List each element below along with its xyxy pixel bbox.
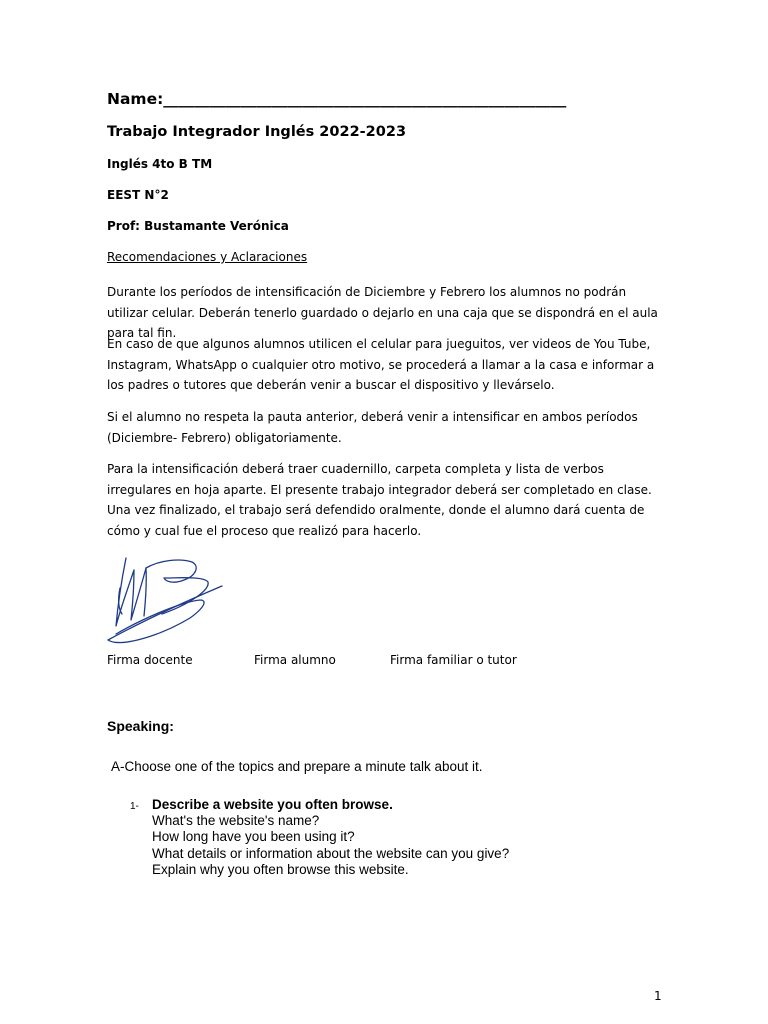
topic-question: What's the website's name? bbox=[152, 813, 320, 829]
topic-question: What details or information about the website can you give? bbox=[152, 845, 510, 861]
recommendations-heading: Recomendaciones y Aclaraciones bbox=[107, 250, 308, 264]
teacher-signature bbox=[100, 548, 230, 650]
speaking-heading: Speaking: bbox=[107, 718, 174, 734]
document-title: Trabajo Integrador Inglés 2022-2023 bbox=[107, 124, 407, 140]
topic-question: How long have you been using it? bbox=[152, 829, 355, 845]
signature-label-student: Firma alumno bbox=[254, 653, 336, 667]
topic-title: Describe a website you often browse. bbox=[152, 797, 393, 812]
signature-label-family: Firma familiar o tutor bbox=[390, 653, 517, 667]
school-label: EEST N°2 bbox=[107, 188, 169, 202]
course-label: Inglés 4to B TM bbox=[107, 157, 213, 171]
speaking-instruction: A-Choose one of the topics and prepare a minute talk about it. bbox=[111, 759, 483, 774]
signature-label-teacher: Firma docente bbox=[107, 653, 193, 667]
topic-question: Explain why you often browse this website. bbox=[152, 861, 409, 877]
recommendation-paragraph-1: Durante los períodos de intensificación de Diciembre y Febrero los alumnos no podrán utilizar celular. Deberán tenerlo guardado o dejarlo en una caja que se dispondrá en el aula para tal fin. bbox=[107, 285, 658, 340]
teacher-label: Prof: Bustamante Verónica bbox=[107, 219, 289, 233]
page-number: 1 bbox=[654, 989, 662, 1003]
recommendation-paragraph-3: Si el alumno no respeta la pauta anterior, deberá venir a intensificar en ambos períodos (Diciembre- Febrero) obligatoriamente. bbox=[107, 410, 638, 445]
topic-item bbox=[152, 797, 509, 878]
topic-number: 1- bbox=[130, 801, 139, 812]
recommendation-paragraph-4: Para la intensificación deberá traer cuadernillo, carpeta completa y lista de verbos irregulares en hoja aparte. El presente trabajo integrador deberá ser completado en clase. Una vez finalizado, el trabajo será defendido oralmente, donde el alumno dará cuenta de cómo y cual fue el proceso que realizó para hacerlo. bbox=[107, 462, 652, 538]
name-field-line: Name:____________________________________________________ bbox=[107, 90, 567, 108]
recommendation-paragraph-2: En caso de que algunos alumnos utilicen el celular para jueguitos, ver videos de You Tube, Instagram, WhatsApp o cualquier otro motivo, se procederá a llamar a la casa e informar a los padres o tutores que deberán venir a buscar el dispositivo y llevárselo. bbox=[107, 337, 655, 392]
